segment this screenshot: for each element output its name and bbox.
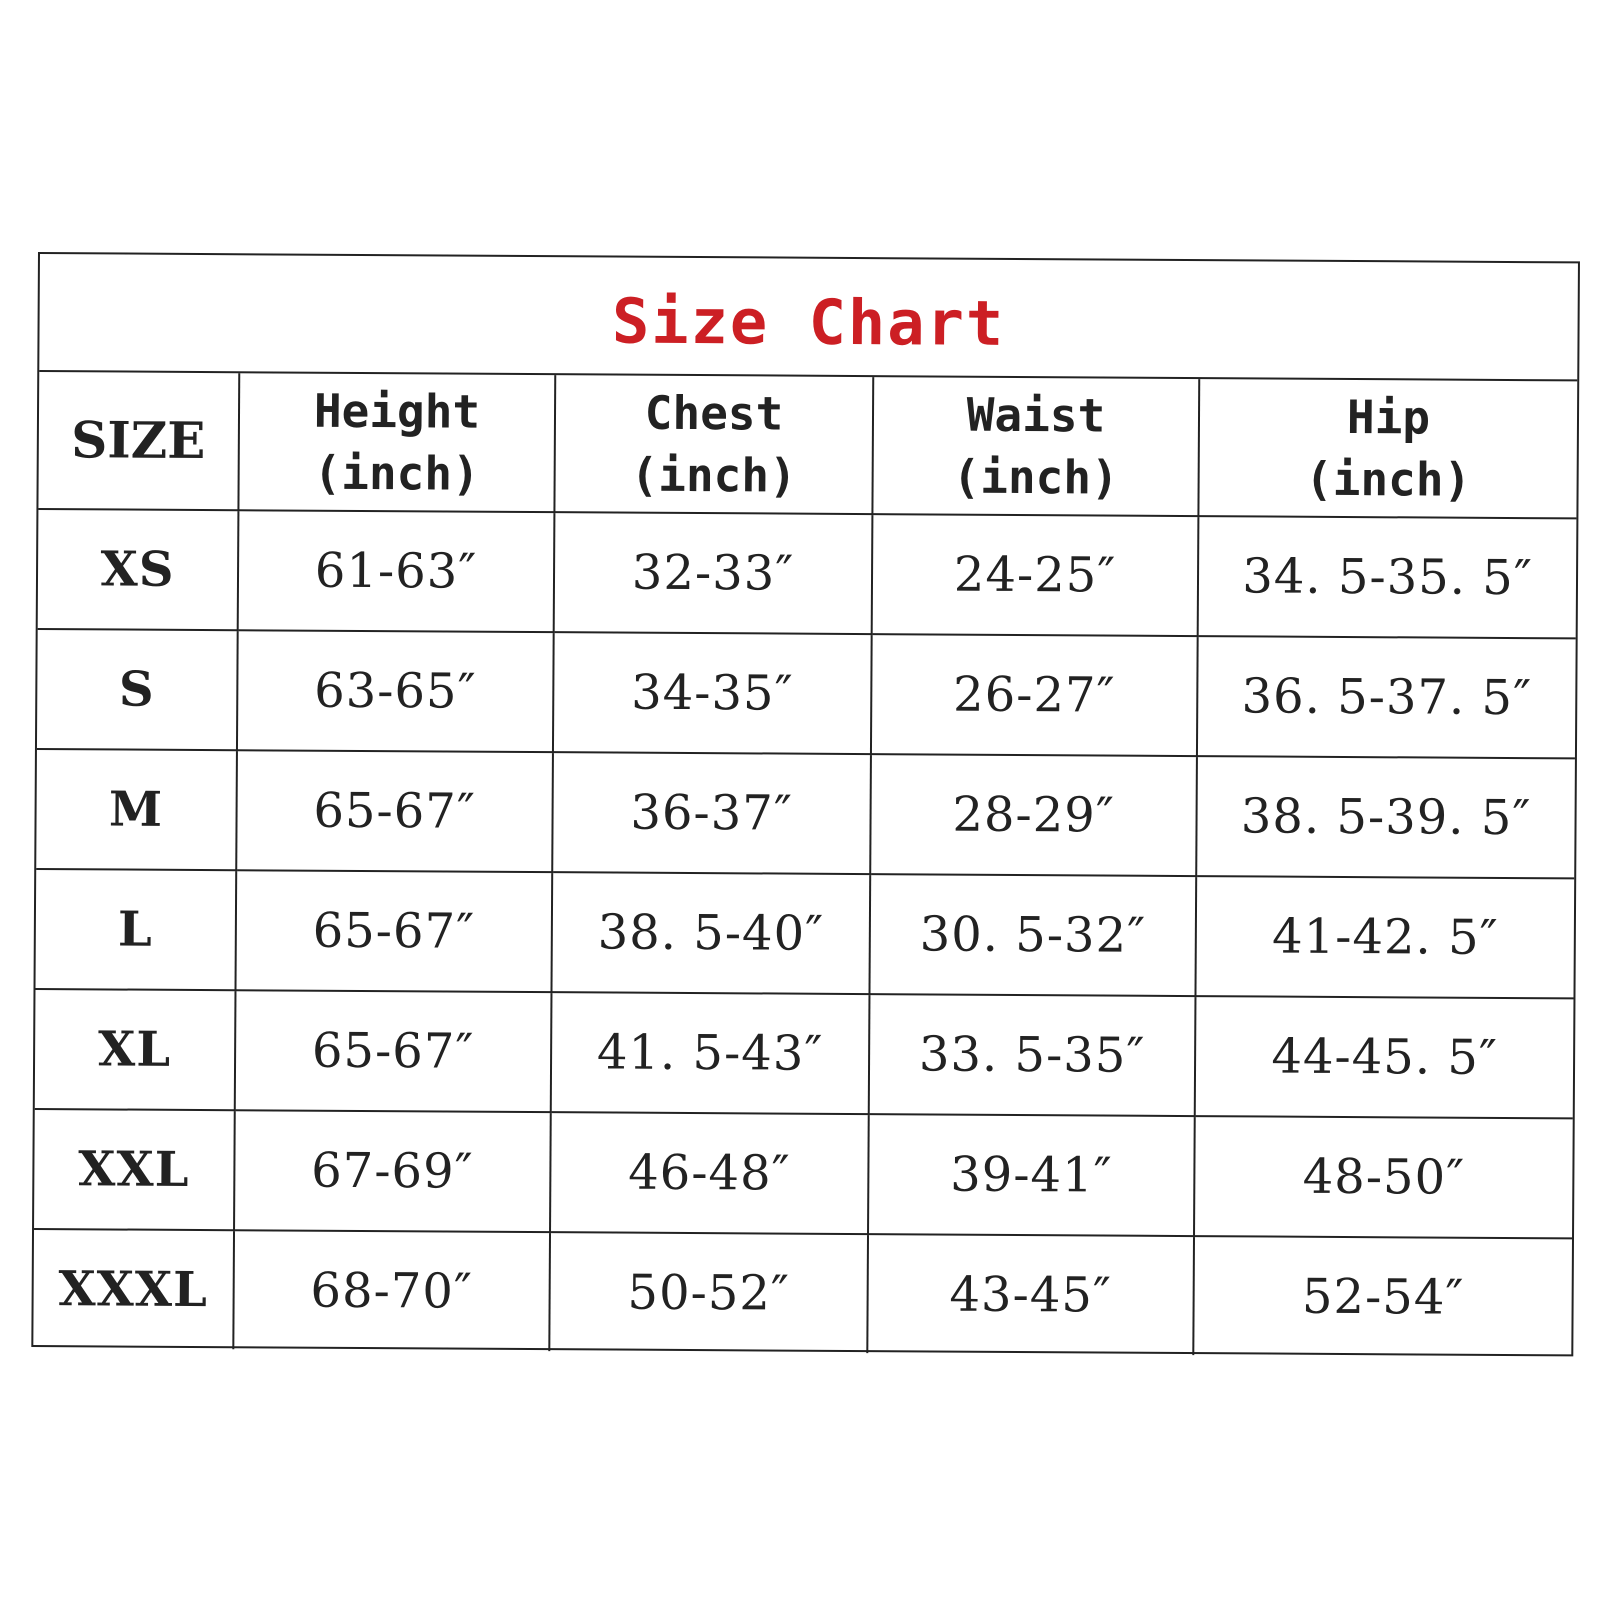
size-cell: L xyxy=(35,869,236,990)
header-chest xyxy=(554,375,873,514)
waist-cell: 39-41″ xyxy=(868,1114,1195,1236)
waist-cell: 28-29″ xyxy=(870,754,1197,876)
header-chest-unit: (inch) xyxy=(630,447,797,503)
header-size: SIZE xyxy=(38,372,239,510)
chest-cell: 32-33″ xyxy=(554,512,873,634)
height-cell: 65-67″ xyxy=(235,870,552,992)
size-cell: XXXL xyxy=(33,1229,234,1349)
chest-cell: 46-48″ xyxy=(550,1112,869,1234)
height-cell: 63-65″ xyxy=(237,630,554,752)
size-cell: XS xyxy=(38,509,239,630)
header-hip-name: Hip xyxy=(1346,389,1431,445)
chest-cell: 36-37″ xyxy=(552,752,871,874)
header-chest-name: Chest xyxy=(644,385,784,441)
size-cell: XL xyxy=(35,989,236,1110)
size-cell: M xyxy=(36,749,237,870)
height-cell: 68-70″ xyxy=(233,1230,550,1351)
hip-cell: 44-45. 5″ xyxy=(1195,996,1574,1118)
hip-cell: 48-50″ xyxy=(1194,1116,1573,1238)
height-cell: 61-63″ xyxy=(238,510,555,632)
hip-cell: 34. 5-35. 5″ xyxy=(1198,516,1577,638)
size-chart xyxy=(31,252,1580,1356)
hip-cell: 36. 5-37. 5″ xyxy=(1197,636,1576,758)
table-row xyxy=(37,629,1576,758)
height-cell: 67-69″ xyxy=(234,1110,551,1232)
header-row xyxy=(38,372,1577,518)
height-cell: 65-67″ xyxy=(235,990,552,1112)
table-row xyxy=(35,869,1574,998)
chest-cell: 50-52″ xyxy=(549,1232,868,1353)
header-height xyxy=(238,373,555,512)
waist-cell: 43-45″ xyxy=(867,1234,1194,1355)
header-height-unit: (inch) xyxy=(313,445,480,501)
header-waist xyxy=(872,377,1199,516)
height-cell: 65-67″ xyxy=(236,750,553,872)
chest-cell: 41. 5-43″ xyxy=(551,992,870,1114)
waist-cell: 26-27″ xyxy=(871,634,1198,756)
hip-cell: 52-54″ xyxy=(1301,1268,1465,1326)
header-hip-unit: (inch) xyxy=(1304,451,1472,507)
header-height-name: Height xyxy=(313,383,481,439)
waist-cell: 33. 5-35″ xyxy=(869,994,1196,1116)
table-row xyxy=(35,989,1574,1118)
size-cell: XXL xyxy=(34,1109,235,1230)
hip-cell: 38. 5-39. 5″ xyxy=(1196,756,1575,878)
size-cell: S xyxy=(37,629,238,750)
chest-cell: 38. 5-40″ xyxy=(551,872,870,994)
table-row xyxy=(34,1109,1573,1238)
waist-cell: 30. 5-32″ xyxy=(869,874,1196,996)
hip-cell: 41-42. 5″ xyxy=(1195,876,1574,998)
chart-title: Size Chart xyxy=(39,254,1578,381)
header-hip xyxy=(1198,379,1577,518)
header-waist-unit: (inch) xyxy=(952,449,1119,505)
waist-cell: 24-25″ xyxy=(872,514,1199,636)
table-row xyxy=(33,1229,1572,1357)
header-waist-name: Waist xyxy=(966,387,1106,443)
table-row xyxy=(38,509,1577,638)
chest-cell: 34-35″ xyxy=(553,632,872,754)
table-row xyxy=(36,749,1575,878)
size-table xyxy=(33,372,1577,1357)
